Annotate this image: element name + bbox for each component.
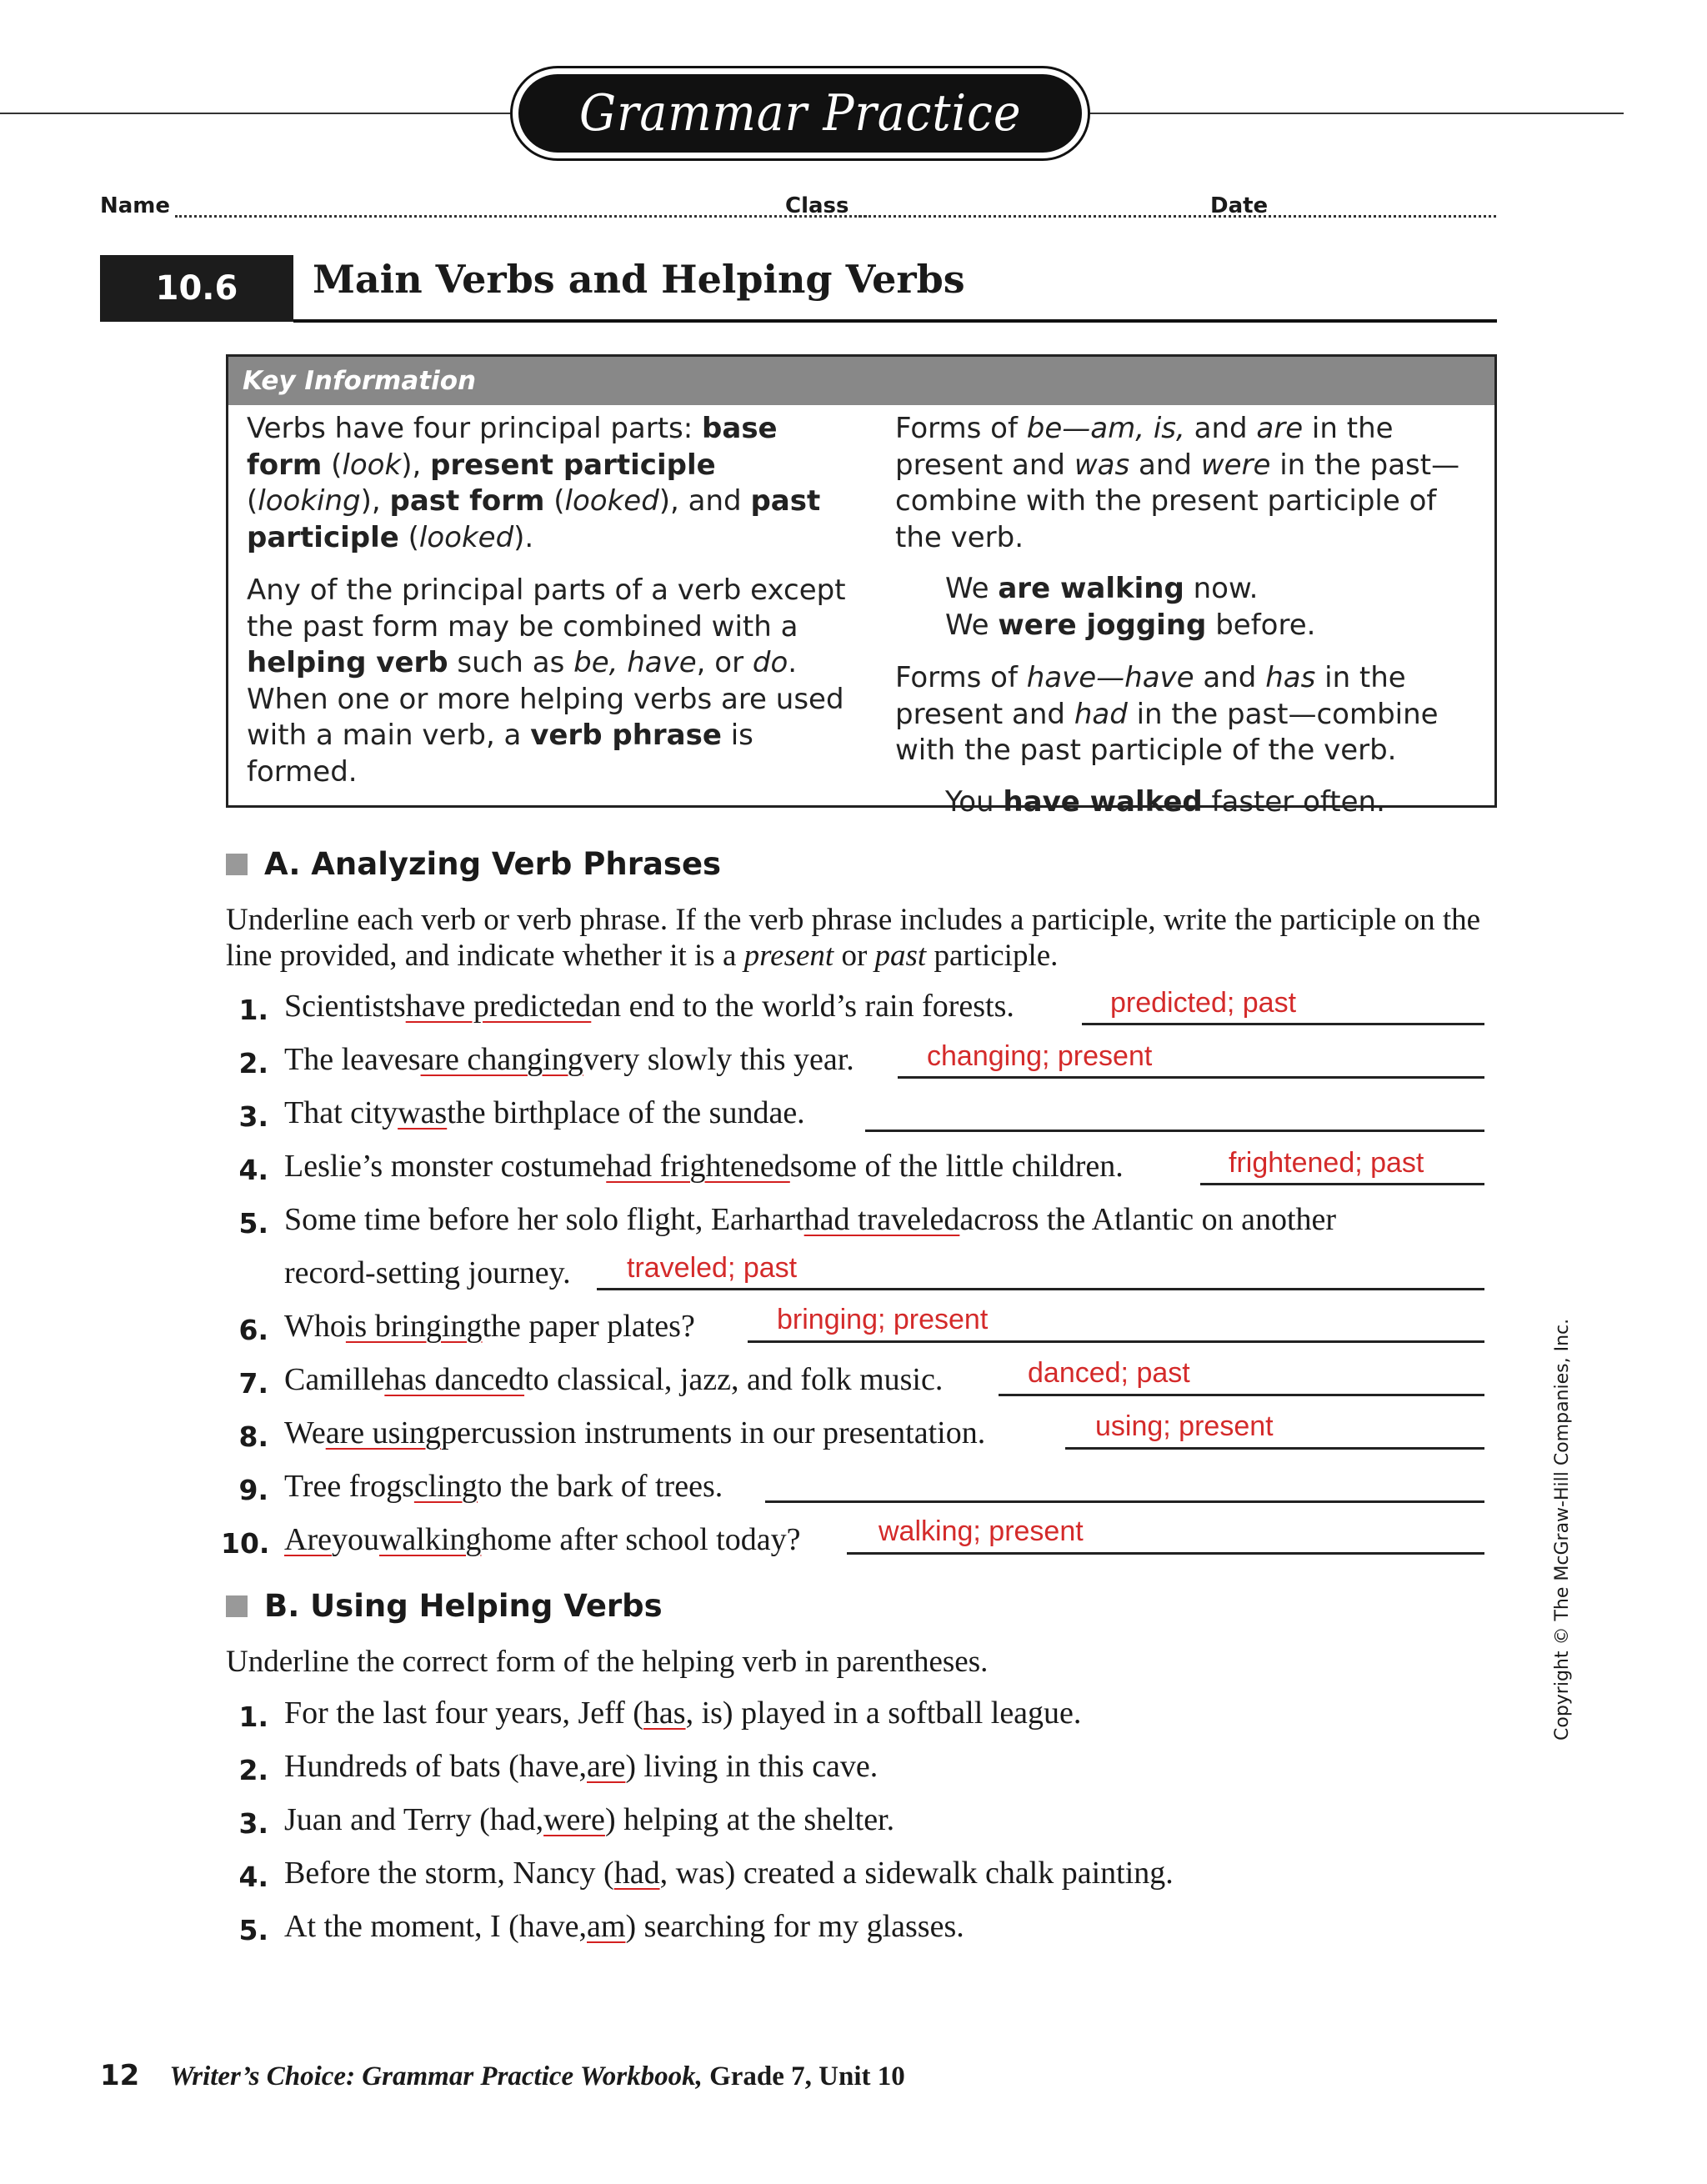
answer-line[interactable] — [1200, 1183, 1484, 1185]
item-number: 2. — [238, 1754, 268, 1786]
answer-text: walking; present — [879, 1515, 1084, 1547]
item-number: 3. — [238, 1807, 268, 1840]
banner-rule-right — [1090, 113, 1624, 114]
list-item: Some time before her solo flight, Earhart had traveled across the Atlantic on another — [284, 1202, 1337, 1237]
copyright-notice: Copyright © The McGraw-Hill Companies, Inc. — [1552, 1318, 1573, 1741]
answer-line[interactable] — [847, 1552, 1484, 1555]
item-number: 4. — [238, 1861, 268, 1893]
date-label: Date — [1210, 193, 1269, 218]
name-label: Name — [100, 193, 171, 218]
list-item: Before the storm, Nancy ( had , was) created a sidewalk chalk painting. — [284, 1856, 1174, 1891]
page-footer — [100, 2059, 905, 2092]
item-number: 3. — [238, 1100, 268, 1133]
key-right-paragraph-2: Forms of have—have and has in the present and had in the past—combine with the past participle of the verb. — [895, 661, 1439, 767]
list-item-continuation: record-setting journey. — [284, 1255, 571, 1290]
item-number: 7. — [238, 1367, 268, 1400]
section-b-heading: B. Using Helping Verbs — [226, 1588, 663, 1624]
list-item: Juan and Terry (had, were ) helping at the shelter. — [284, 1802, 895, 1837]
item-number: 6. — [238, 1314, 268, 1346]
item-number: 9. — [238, 1474, 268, 1506]
answer-line[interactable] — [898, 1076, 1484, 1079]
list-item: Are you walking home after school today? — [284, 1522, 801, 1557]
answer-line[interactable] — [999, 1394, 1484, 1396]
section-square-icon — [226, 1595, 248, 1617]
name-class-date-row — [100, 193, 1496, 227]
page-number: 12 — [100, 2059, 140, 2092]
list-item: The leaves are changing very slowly this year. — [284, 1042, 854, 1077]
key-example-3: You have walked faster often. — [945, 784, 1385, 819]
answer-line[interactable] — [748, 1340, 1484, 1343]
key-example-1: We are walking now. — [945, 572, 1259, 605]
name-field[interactable] — [175, 215, 871, 218]
date-field[interactable] — [1274, 215, 1496, 218]
answer-text: danced; past — [1028, 1357, 1190, 1389]
list-item: Scientists have predicted an end to the world’s rain forests. — [284, 989, 1014, 1024]
item-number: 1. — [238, 994, 268, 1026]
lesson-number: 10.6 — [100, 255, 293, 322]
lesson-rule — [293, 319, 1497, 323]
book-title: Writer’s Choice: Grammar Practice Workbook, — [169, 2061, 703, 2091]
key-right-paragraph-1: Forms of be—am, is, and are in the present and was and were in the past—combine with the present participle of the verb. — [895, 412, 1460, 554]
list-item: Leslie’s monster costume had frightened some of the little children. — [284, 1149, 1124, 1184]
answer-text: bringing; present — [777, 1304, 989, 1335]
lesson-title: Main Verbs and Helping Verbs — [313, 257, 965, 302]
list-item: Tree frogs cling to the bark of trees. — [284, 1469, 723, 1504]
section-b-instructions: Underline the correct form of the helping verb in parentheses. — [226, 1645, 989, 1679]
answer-text: frightened; past — [1229, 1147, 1424, 1179]
item-number: 4. — [238, 1154, 268, 1186]
answer-text: traveled; past — [627, 1252, 798, 1284]
answer-line[interactable] — [765, 1500, 1484, 1503]
key-example-2: We were jogging before. — [945, 608, 1316, 642]
section-a-instructions: Underline each verb or verb phrase. If the verb phrase includes a participle, write the participle on the line provided, and indicate whether it is a present or past participle. — [226, 903, 1481, 973]
grade-unit: Grade 7, Unit 10 — [702, 2061, 905, 2091]
key-information-box — [226, 354, 1497, 819]
item-number: 10. — [221, 1527, 270, 1560]
key-left-column — [247, 411, 847, 807]
list-item: For the last four years, Jeff ( has , is) played in a softball league. — [284, 1696, 1082, 1731]
answer-line[interactable] — [1065, 1447, 1484, 1450]
answer-text: using; present — [1095, 1410, 1274, 1442]
banner-title: Grammar Practice — [578, 84, 1022, 143]
answer-text: changing; present — [927, 1040, 1153, 1072]
answer-line[interactable] — [1082, 1023, 1484, 1025]
banner-rule-left — [0, 113, 510, 114]
list-item: We are using percussion instruments in our presentation. — [284, 1415, 986, 1450]
title-banner — [510, 66, 1090, 161]
list-item: At the moment, I (have, am ) searching for my glasses. — [284, 1909, 964, 1944]
list-item: Who is bringing the paper plates? — [284, 1309, 695, 1344]
item-number: 8. — [238, 1420, 268, 1453]
list-item: Camille has danced to classical, jazz, and folk music. — [284, 1362, 944, 1397]
class-label: Class — [785, 193, 849, 218]
item-number: 1. — [238, 1701, 268, 1733]
item-number: 5. — [238, 1914, 268, 1946]
section-a-heading: A. Analyzing Verb Phrases — [226, 846, 721, 882]
item-number: 2. — [238, 1047, 268, 1079]
section-square-icon — [226, 854, 248, 875]
key-left-paragraph-1: Verbs have four principal parts: base form (look), present participle (looking), past form (looked), and past participle (looked). — [247, 412, 821, 554]
answer-line[interactable] — [865, 1130, 1484, 1132]
key-information-heading: Key Information — [228, 357, 1494, 405]
key-right-column — [895, 411, 1487, 820]
answer-text: predicted; past — [1110, 987, 1297, 1019]
list-item: That city was the birthplace of the sundae. — [284, 1095, 805, 1130]
list-item: Hundreds of bats (have, are ) living in this cave. — [284, 1749, 879, 1784]
answer-line[interactable] — [597, 1288, 1484, 1290]
item-number: 5. — [238, 1207, 268, 1240]
key-left-paragraph-2: Any of the principal parts of a verb except the past form may be combined with a helping verb such as be, have, or do. When one or more helping verbs are used with a main verb, a verb phrase is formed. — [247, 574, 846, 789]
